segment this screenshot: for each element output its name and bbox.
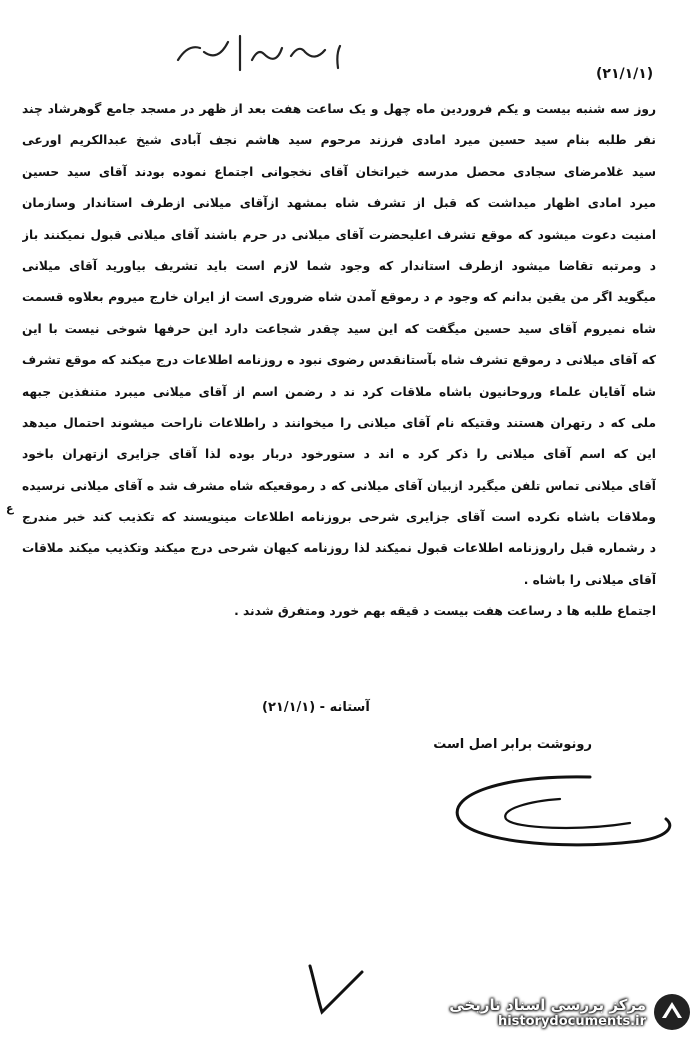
body-line: د ومرتبه تقاضا میشود ازطرف استاندار که وجود شما لازم است باید تشریف بیاورید آقای میلانی xyxy=(22,258,656,273)
body-line: میگوید اگر من یقین بدانم که وجود م د رموقع آمدن شاه ضروری است از ایران خارج میروم بعلاوه قسمت xyxy=(22,290,656,305)
body-line: شاه نمیروم آقای سید حسین میگفت که این سید چقدر شجاعت دارد این حرفها شوخی نیست با این xyxy=(22,321,656,336)
body-line: اجتماع طلبه ها د رساعت هفت بیست د قیقه بهم خورد ومتفرق شدند . xyxy=(234,604,656,619)
body-line: د رشماره قبل راروزنامه اطلاعات قبول نمیکند لذا روزنامه کیهان شرحی درج میکند وتکذیب میکند ملاقات xyxy=(22,541,656,556)
document-body xyxy=(22,94,656,628)
body-line: میرد امادی اظهار میداشت که قبل از تشرف شاه بمشهد ازآقای میلانی ازطرف استاندار وسازمان xyxy=(22,196,656,211)
body-line: سید غلامرضای سجادی محصل مدرسه خیراتخان آقای نخجوانی اجتماع نموده بودند آقای سید حسین xyxy=(22,164,656,179)
body-line: شاه آقایان علماء وروحانیون باشاه ملاقات کرد ند د رضمن اسم از آقای میلانی میبرد متنفذین جبهه xyxy=(22,384,656,399)
body-line: آقای میلانی را باشاه . xyxy=(523,572,656,587)
archive-logo-icon xyxy=(652,992,692,1032)
body-line: که آقای میلانی د رموقع تشرف شاه بآستانقدس رضوی نبود ه روزنامه اطلاعات درج میکند که موقع تشرف xyxy=(22,353,656,368)
body-line: نفر طلبه بنام سید حسین میرد امادی فرزند مرحوم سید هاشم نجف آبادی شیخ عبدالکریم اورعی xyxy=(22,133,656,148)
margin-note: ع xyxy=(6,502,14,515)
body-line: این که اسم آقای میلانی را ذکر کرد ه اند د ستورخود دربار بوده لذا آقای جزایری ازتهران باخود xyxy=(22,447,656,462)
handwritten-mark xyxy=(300,960,370,1020)
body-line: روز سه شنبه بیست و یکم فروردین ماه چهل و یک ساعت هفت بعد از ظهر در مسجد جامع گوهرشاد چند xyxy=(22,102,656,116)
body-line: ملی که د رتهران هستند وقتیکه نام آقای میلانی را میخوانند د راطلاعات ناراحت میشوند احتمال میدهد xyxy=(22,415,656,430)
watermark-name: مرکز بررسی اسناد تاریخی xyxy=(449,995,646,1014)
copy-certification-note: رونوشت برابر اصل است xyxy=(433,737,592,752)
signature xyxy=(440,765,680,855)
body-line: آقای میلانی تماس تلفن میگیرد ازبیان آقای میلانی که د رموقعیکه شاه مشرف شد ه آقای میلانی نرسیده xyxy=(22,478,656,493)
document-date: (۲۱/۱/۱) xyxy=(596,66,654,82)
watermark-url: historydocuments.ir xyxy=(497,1013,646,1029)
body-line: وملاقات باشاه نکرده است آقای جزایری شرحی بروزنامه اطلاعات مینویسند که تکذیب کند خبر مندرج xyxy=(22,510,656,525)
footer-place-date: آستانه - (۲۱/۱/۱) xyxy=(262,700,370,715)
body-line: امنیت دعوت میشود که موقع تشرف اعلیحضرت آقای میلانی در حرم باشند آقای میلانی قبول نمیکنند باز xyxy=(22,227,656,242)
archive-watermark xyxy=(449,992,692,1032)
handwritten-header xyxy=(170,28,350,76)
